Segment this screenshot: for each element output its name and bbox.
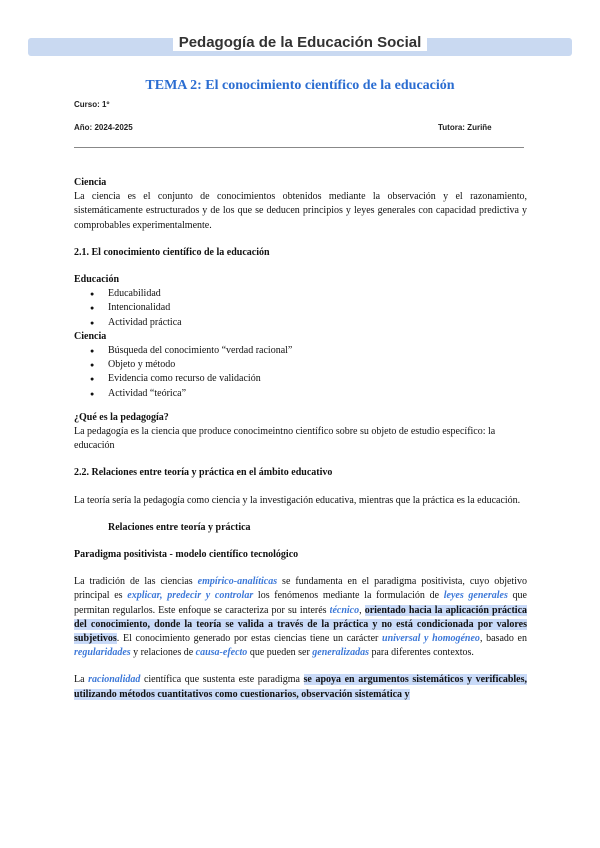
document-body <box>74 176 527 702</box>
paradigma-paragraph-2: La racionalidad científica que sustenta este paradigma se apoya en argumentos sistemáticos y verificables, utilizando métodos cuantitativos como cuestionarios, observación sistemática y <box>74 674 527 700</box>
highlight-term: generalizadas <box>312 647 369 659</box>
section-2-1-heading: 2.1. El conocimiento científico de la educación <box>74 246 270 258</box>
highlight-term: regularidades <box>74 647 131 659</box>
highlight-term: universal y homogéneo <box>382 633 480 645</box>
highlight-term: causa-efecto <box>195 647 248 659</box>
highlight-term: racionalidad <box>88 674 141 686</box>
header-divider <box>74 147 524 148</box>
highlight-term: técnico <box>329 604 360 616</box>
list-item: ● Intencionalidad <box>74 301 527 315</box>
section-2-2-heading: 2.2. Relaciones entre teoría y práctica en el ámbito educativo <box>74 467 333 479</box>
highlight-term: empírico-analíticas <box>197 576 278 588</box>
ciencia-paragraph: La ciencia es el conjunto de conocimientos obtenidos mediante la observación y el razonamiento, sistemáticamente estructurados y de los que se deducen principios y leyes generales con capacidad predictiva y comprobables experimentalmente. <box>74 191 527 231</box>
pedagogia-heading: ¿Qué es la pedagogía? <box>74 411 169 423</box>
list-item: ● Actividad práctica <box>74 316 527 330</box>
highlighted-phrase: orientado hacia la aplicación práctica del conocimiento, donde la teoría se valida a través de la práctica y no está condicionada por valores subjetivos <box>74 604 528 645</box>
list-item: ● Educabilidad <box>74 287 527 301</box>
relaciones-heading: Relaciones entre teoría y práctica <box>108 521 251 533</box>
document-title: TEMA 2: El conocimiento científico de la educación <box>145 78 455 93</box>
list-item: ● Evidencia como recurso de validación <box>74 372 527 386</box>
pedagogia-paragraph: La pedagogía es la ciencia que produce conocimeintno científico sobre su objeto de estudio específico: la educación <box>74 426 496 452</box>
list-item: ● Búsqueda del conocimiento “verdad racional” <box>74 344 527 358</box>
paradigma-heading: Paradigma positivista - modelo científico tecnológico <box>74 549 299 561</box>
year-label: Año: 2024-2025 <box>74 123 133 132</box>
educacion-heading: Educación <box>74 274 120 286</box>
list-item: ● Objeto y método <box>74 358 527 372</box>
highlight-term: leyes generales <box>443 590 508 602</box>
educacion-list <box>74 287 527 330</box>
tutor-label: Tutora: Zuriñe <box>438 123 492 132</box>
highlighted-phrase: se apoya en argumentos sistemáticos y verificables, utilizando métodos cuantitativos como cuestionarios, observación sistemática y <box>74 674 527 700</box>
header-title: Pedagogía de la Educación Social <box>0 34 600 51</box>
ciencia-heading: Ciencia <box>74 177 107 188</box>
course-label: Curso: 1º <box>74 100 110 109</box>
list-item: ● Actividad “teórica” <box>74 387 527 401</box>
ciencia-subheading: Ciencia <box>74 330 107 342</box>
paradigma-paragraph-1: La tradición de las ciencias empírico-analíticas se fundamenta en el paradigma positivista, cuyo objetivo principal es explicar, predecir y controlar los fenómenos mediante la formulación de leyes generales que permitan regularlos. Este enfoque se caracteriza por su interés técnico, orientado hacia la aplicación práctica del conocimiento, donde la teoría se valida a través de la práctica y no está condicionada por valores subjetivos. El conocimiento generado por estas ciencias tiene un carácter universal y homogéneo, basado en regularidades y relaciones de causa-efecto que pueden ser generalizadas para diferentes contextos. <box>74 576 528 659</box>
section-2-2-paragraph: La teoría sería la pedagogía como ciencia y la investigación educativa, mientras que la práctica es la educación. <box>74 494 521 506</box>
ciencia-list <box>74 344 527 401</box>
highlight-term: explicar, predecir y controlar <box>127 590 254 602</box>
